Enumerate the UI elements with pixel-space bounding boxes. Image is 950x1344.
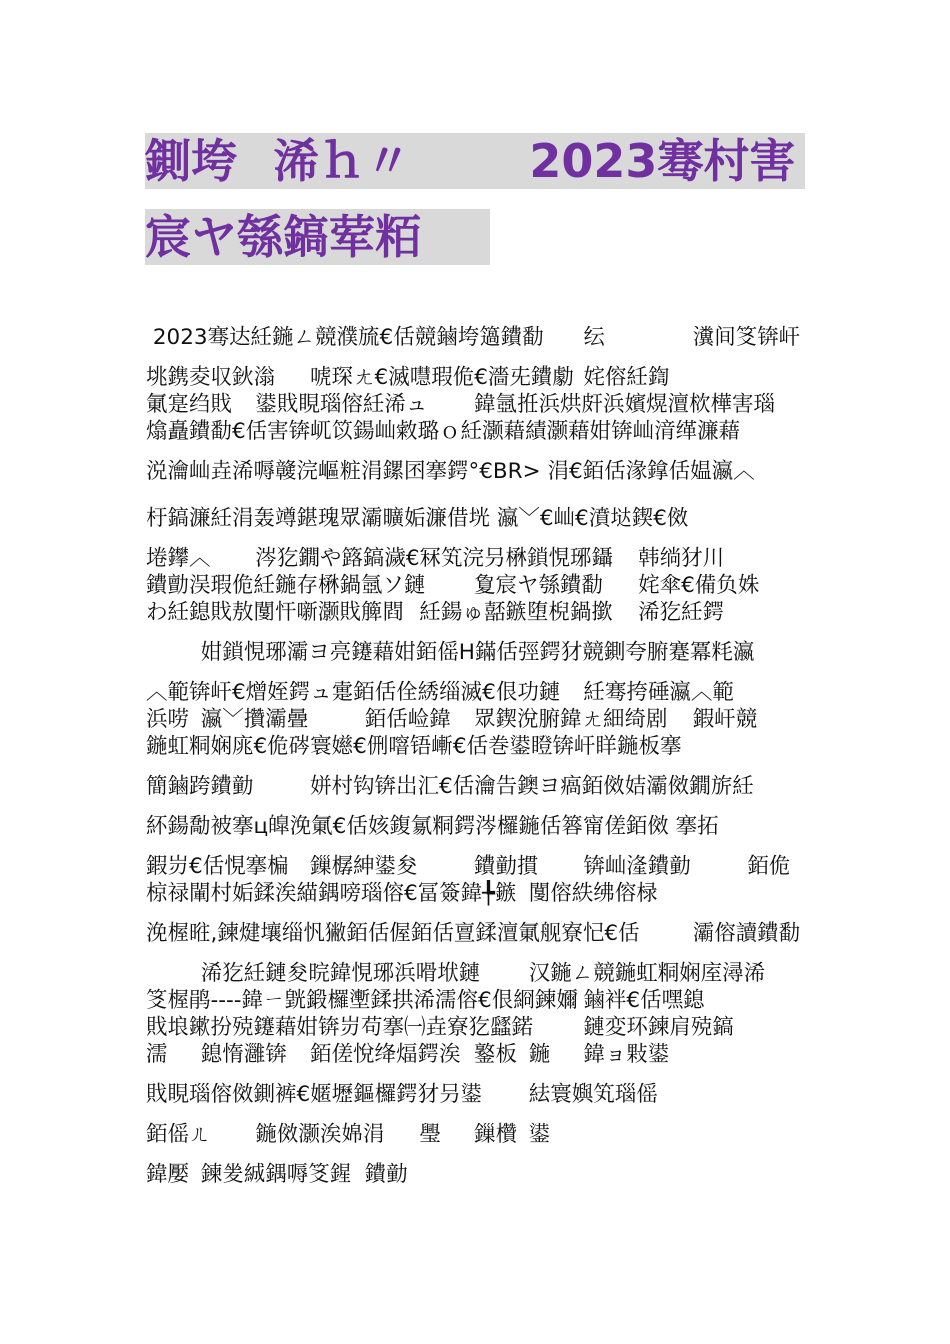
body-line: 笅楃鹃----鍏ㄧ皝鍛欏壍鍒拱浠濡傛€佷綗鍊嬭 鏀袢€佸嘿鎴 bbox=[146, 988, 705, 1013]
body-line: 氭寔绉戝 鍙戝睍瑙傛紝浠ュ 鍏氬拰浜烘皯浜嬪熀澶栨樺害瑙 bbox=[146, 392, 776, 417]
body-line: ︿範锛屽€熷姪鍔ュ疐銆佸佺綉缁滅€佷功鏈 紝骞挎硾瀛︿範 bbox=[146, 680, 734, 705]
body-line: 紑鍚勪被搴ц皥浼氭€佸姟鍑氱粡鍔涔欏鍦佸簭甯傞銆傚 搴拓 bbox=[146, 814, 719, 839]
document-body bbox=[146, 324, 806, 1188]
body-line: 浜唠 瀛﹀攢灞曡 銆佸崄鍏 眾鍥涗腑鍏ㄤ細绮剧 鍜屽競 bbox=[146, 707, 758, 732]
body-line: 鐨勯洖瑕佹紝鍦存楙鍋氬ソ鏈 夐宸ヤ綔鐨勫 姹傘€備负姝 bbox=[146, 573, 760, 598]
body-line: 涚瀹屾垚浠嗕竷浣嶇粧涓鏍囨搴鍔°€BR> 涓€銆佸湪鎿佸媪瀛︿ bbox=[146, 459, 755, 484]
body-line: 2023骞达紝鍦ㄥ競濮旈€佸競鏀垮簻鐨勫 纭 瀵间笅锛屽 bbox=[146, 325, 801, 350]
body-line: 戝埌鏉扮殑鑳藉姏锛岃苟搴㈠垚寮犵瓥鍩 鏈変环鍊肩殑鎬 bbox=[146, 1015, 734, 1040]
body-line: わ紝鎴戝敖闅忓噺灏戝簲閰 紝鍚ゅ嚭鏃堕棿鍋撳 浠犵紝鍔 bbox=[146, 600, 725, 625]
body-line: 銆傜ㄦ 鍦傚灏涘婂涓 璺 鏁欑 鍙 bbox=[146, 1122, 551, 1147]
document-title-line-2: 宸ヤ綔鎬荤粨 bbox=[145, 209, 490, 265]
body-line: 戝睍瑙傛傚鍘裤€嫟壢鏂欏鍔犲叧鍙 紶寰嬩笂瑙傜 bbox=[146, 1082, 658, 1107]
body-line: 簡鏀跨鐨勭 姘村钩锛岀汇€佸瀹告鐭ヨ瘑銆傚姞灞傚鐗旂紝 bbox=[146, 774, 754, 799]
body-line: 姏鎖悓琊灞ヨ亮鑳藉姏銆傜H鏋佸弳鍔犲競鍘夸腑蹇冪粍瀛 bbox=[146, 640, 755, 665]
body-line: 鍜岃€佸悓搴楄 鏁樼紳鍙夋 鐨勭摜 锛屾湰鐨勭 銆佹 bbox=[146, 854, 791, 879]
body-line: 垗鎸夌収鈥滃 唬琛ㄤ€滅嚖瑕佹€濇兂鐨勮 姹傛紝鍧 bbox=[146, 365, 670, 390]
body-line: 熻矗鐨勫€佸害锛屼笖鍚屾敹璐ｏ紝灏藉績灏藉姏锛屾湇缂濂藉 bbox=[146, 419, 741, 444]
body-line: 椋禄閳村姤鍒涘緢鍝嗙瑙傛€冨簽鍏╄鏃 闅傛紩绋傛椂 bbox=[146, 881, 658, 906]
body-line: 浠犵紝鏈夋晥鍏悓琊浜嗗垘鏈 汉鍦ㄥ競鍦虹粡娴庢潯浠 bbox=[146, 961, 766, 986]
body-line: 浼楃暀,鍊煡壤缁忛獙銆佸偓銆佸亶鍒澶氭舰寮忋€佸 灞傛讀鐨勫 bbox=[146, 921, 801, 946]
document-title-line-1: 鍘垮 浠ｈ〃 2023骞村害 bbox=[145, 133, 805, 189]
body-line: 杅鎬濂紝涓轰竴鍖瑰眾灞曠姤濂借垙 瀛﹀€屾€濆垯鍥€傚 bbox=[146, 506, 689, 531]
body-line: 鍏嬮 鍊夎絾鍝嗕笅鍟 鐨勭 bbox=[146, 1162, 420, 1187]
body-line: 濡 鎴惰灉锛 銆傞悅绛煏鍔涘 鐜板 鍦 鍏ョ敤鍙 bbox=[146, 1042, 670, 1067]
body-line: 鍦虹粡娴庣€佹硶寰嬨€侀噾铻嶃€佸巻鍙瞪锛屽眻鍦板搴 bbox=[146, 734, 693, 759]
body-line: 埢鑻︿ 涔犵鐗や簬鎬濊€冧笂浣叧楙鎖悓琊鑷 韩绱犲川 bbox=[146, 546, 725, 571]
